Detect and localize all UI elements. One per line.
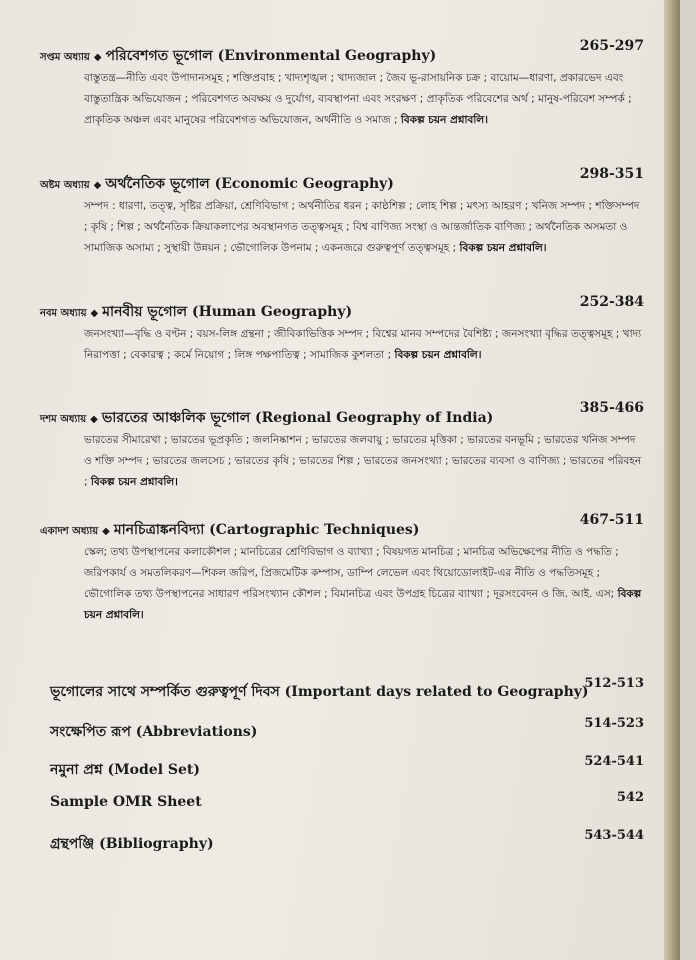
topics-tail: বিকল্প চয়ন প্রশ্নাবলি। — [90, 476, 178, 488]
chapter-10 — [40, 400, 644, 493]
entry-title: সংক্ষেপিত রূপ (Abbreviations) — [50, 724, 258, 740]
entry-pages: 514-523 — [584, 716, 644, 731]
chapter-pages: 252-384 — [579, 294, 644, 310]
chapter-pages: 385-466 — [579, 400, 644, 416]
chapter-label: অষ্টম অধ্যায় — [40, 180, 90, 191]
entry-title: ভূগোলের সাথে সম্পর্কিত গুরুত্বপূর্ণ দিবস (Important days related to Geography) — [50, 684, 589, 700]
entry-title: নমুনা প্রশ্ন (Model Set) — [50, 762, 201, 778]
chapter-7 — [40, 38, 644, 131]
chapter-label: একাদশ অধ্যায় — [40, 526, 99, 537]
entry-title: Sample OMR Sheet — [50, 794, 202, 810]
chapter-title: অর্থনৈতিক ভূগোল (Economic Geography) — [105, 176, 394, 192]
topics-text: সম্পদ : ধারণা, তত্ত্ব, সৃষ্টির প্রক্রিয়া, শ্রেণিবিভাগ ; অর্থনীতির ধরন ; কাষ্ঠশিল্প ; লোহ শিল্প ; মৎস্য আহরণ ; খনিজ সম্পদ ; শক্তিসম্পদ ; কৃষি ; শিল্প ; অর্থনৈতিক ক্রিয়াকলাপের অবস্থানগত তত্ত্বসমূহ ; বিশ্ব বাণিজ্য সংস্থা ও আন্তর্জাতিক বাণিজ্য ; অর্থনৈতিক অসমতা ও সামাজিক অসাম্য ; সুস্থায়ী উন্নয়ন ; ভৌগোলিক উপনাম ; একনজরে গুরুত্বপূর্ণ তত্ত্বসমূহ ; — [84, 200, 640, 254]
chapter-title: মানচিত্রাঙ্কনবিদ্যা (Cartographic Techniques) — [113, 522, 420, 538]
chapter-heading — [40, 166, 644, 196]
chapter-topics — [40, 542, 644, 626]
topics-tail: বিকল্প চয়ন প্রশ্নাবলি। — [394, 349, 482, 361]
chapter-label: সপ্তম অধ্যায় — [40, 52, 90, 63]
chapter-title: মানবীয় ভূগোল (Human Geography) — [102, 304, 353, 320]
chapter-heading — [40, 400, 644, 430]
toc-entry-important-days — [50, 676, 644, 702]
chapter-pages: 265-297 — [579, 38, 644, 54]
diamond-icon: ◆ — [102, 526, 110, 537]
topics-text: জনসংখ্যা—বৃদ্ধি ও বণ্টন ; বয়স-লিঙ্গ গ্রন্থনা ; জীবিকাভিত্তিক সম্পদ ; বিশ্বের মানব সম্পদের বৈশিষ্ট্য ; জনসংখ্যা বৃদ্ধির তত্ত্বসমূহ ; খাদ্য নিরাপত্তা ; বেকারত্ব ; কর্মে নিয়োগ ; লিঙ্গ পক্ষপাতিত্ব ; সামাজিক কুশলতা ; — [84, 328, 642, 361]
chapter-label: নবম অধ্যায় — [40, 308, 87, 319]
chapter-topics — [40, 324, 644, 366]
page-edge — [664, 0, 680, 960]
topics-text: বাস্তুতন্ত্র—নীতি এবং উপাদানসমূহ ; শক্তিপ্রবাহ ; খাদ্যশৃঙ্খল ; খাদ্যজাল ; জৈব ভূ-রাসায়নিক চক্র ; বায়োম—ধারণা, প্রকারভেদ এবং বাস্তুতান্ত্রিক অভিযোজন ; পরিবেশগত অবক্ষয় ও দুর্যোগ, ব্যবস্থাপনা এবং সংরক্ষণ ; প্রাকৃতিক পরিবেশের অর্থ ; মানুষ-পরিবেশ সম্পর্ক ; প্রাকৃতিক অঞ্চল এবং মানুষের পরিবেশগত অভিযোজন, অর্থনীতি ও সমাজ ; — [84, 72, 632, 126]
toc-entry-model-set — [50, 754, 644, 780]
chapter-heading — [40, 38, 644, 68]
entry-pages: 524-541 — [584, 754, 644, 769]
entry-pages: 512-513 — [584, 676, 644, 691]
toc-entry-omr-sheet — [50, 790, 644, 816]
toc-entry-bibliography — [50, 828, 644, 854]
diamond-icon: ◆ — [90, 414, 98, 425]
chapter-label: দশম অধ্যায় — [40, 414, 87, 425]
entry-pages: 542 — [616, 790, 644, 805]
chapter-9 — [40, 294, 644, 366]
chapter-heading — [40, 294, 644, 324]
diamond-icon: ◆ — [93, 180, 102, 191]
chapter-pages: 467-511 — [579, 512, 644, 528]
topics-tail: বিকল্প চয়ন প্রশ্নাবলি। — [400, 114, 488, 126]
chapter-8 — [40, 166, 644, 259]
chapter-title: ভারতের আঞ্চলিক ভূগোল (Regional Geography of India) — [101, 410, 494, 426]
chapter-pages: 298-351 — [579, 166, 644, 182]
diamond-icon: ◆ — [93, 52, 102, 63]
topics-text: স্কেল; তথ্য উপস্থাপনের কলাকৌশল ; মানচিত্রের শ্রেণিবিভাগ ও ব্যাখ্যা ; বিষয়গত মানচিত্র ; মানচিত্র অভিক্ষেপের নীতি ও পদ্ধতি ; জরিপকার্য ও সমতলিকরণ—শিকল জরিপ, প্রিজমেটিক কম্পাস, ডাম্পি লেভেল এবং থিয়োডোলাইট-এর নীতি ও পদ্ধতিসমূহ ; ভৌগোলিক তথ্য উপস্থাপনের সাধারণ পরিসংখ্যান কৌশল ; বিমানচিত্র এবং উপগ্রহ চিত্রের ব্যাখ্যা ; দূরসংবেদন ও জি. আই. এস; — [84, 546, 619, 600]
entry-title: গ্রন্থপঞ্জি (Bibliography) — [50, 836, 214, 852]
chapter-topics — [40, 196, 644, 259]
topics-tail: বিকল্প চয়ন প্রশ্নাবলি। — [459, 242, 547, 254]
chapter-title: পরিবেশগত ভূগোল (Environmental Geography) — [105, 48, 437, 64]
entry-pages: 543-544 — [584, 828, 644, 843]
chapter-topics — [40, 68, 644, 131]
chapter-topics — [40, 430, 644, 493]
chapter-heading — [40, 512, 644, 542]
diamond-icon: ◆ — [90, 308, 99, 319]
chapter-11 — [40, 512, 644, 626]
toc-entry-abbreviations — [50, 716, 644, 742]
topics-text: ভারতের সীমারেখা ; ভারতের ভূপ্রকৃতি ; জলনিষ্কাশন ; ভারতের জলবায়ু ; ভারতের মৃত্তিকা ; ভারতের বনভূমি ; ভারতের খনিজ সম্পদ ও শক্তি সম্পদ ; ভারতের জলসেচ ; ভারতের কৃষি ; ভারতের শিল্প ; ভারতের জনসংখ্যা ; ভারতের ব্যবসা ও বাণিজ্য ; ভারতের পরিবহন ; — [84, 434, 642, 488]
topics-tail: বিকল্প চয়ন প্রশ্নাবলি। — [84, 588, 642, 621]
